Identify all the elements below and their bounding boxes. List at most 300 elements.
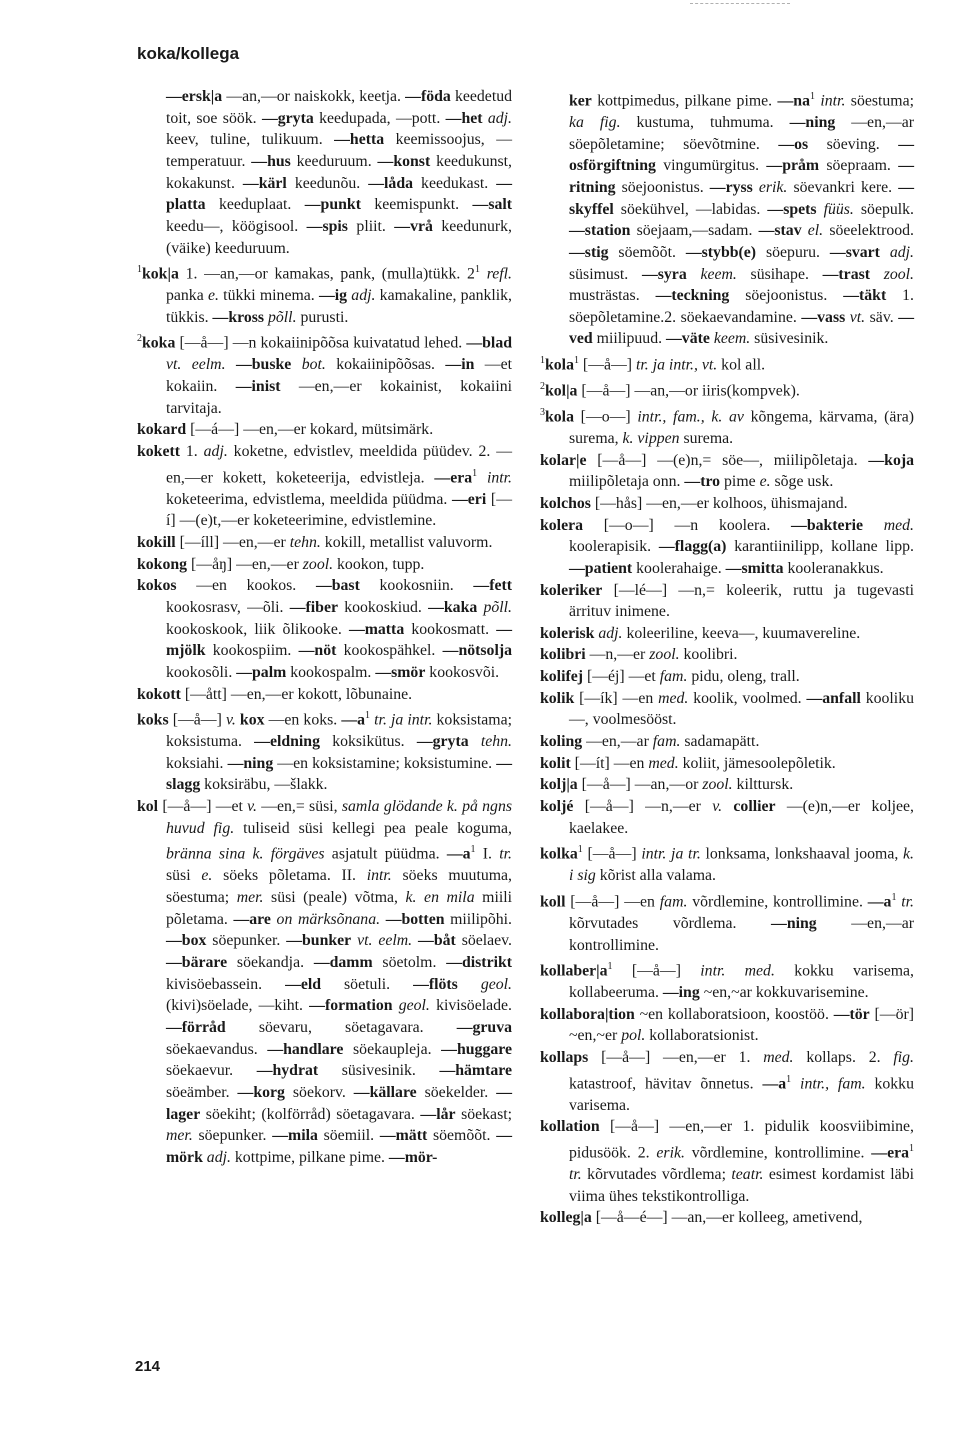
definition-text: söetolm. (372, 953, 447, 971)
definition-text: kokaiinipõõsas. (325, 356, 446, 374)
definition-text: söeelektrood. (823, 222, 914, 240)
dictionary-entry (540, 644, 914, 666)
headword: —ryss (709, 178, 753, 196)
definition-text: [—ít] —en (570, 754, 649, 772)
definition-text: [—hås] —en,—er kolhoos, ühismajand. (590, 494, 848, 512)
headword: —smitta (725, 559, 784, 577)
dictionary-entry (137, 328, 512, 419)
definition-text: sõge usk. (770, 473, 834, 491)
definition-text: kookospiim. (205, 642, 299, 660)
label-italic: põll. (264, 308, 297, 326)
headword: —nötsolja (442, 642, 512, 660)
definition-text: esimest kordamist läbi viima ühes tekstikontrolliga. (569, 1165, 914, 1205)
definition-text: keedupada, —pott. (313, 109, 446, 127)
definition-text: söekaevur. (166, 1062, 257, 1080)
headword: —lår (420, 1105, 456, 1123)
headword: —a (762, 1075, 787, 1092)
running-head: koka/kollega (137, 44, 240, 63)
headword: —era (871, 1144, 909, 1162)
definition-text: koliit, jämesoolepõletik. (678, 754, 836, 772)
headword: —formation (309, 997, 393, 1015)
headword: —nöt (298, 642, 337, 660)
definition-text: 1. —an,—or kamakas, pank, (mulla)tükk. 2 (178, 265, 475, 283)
dictionary-entry (540, 796, 914, 839)
headword: —ning (227, 754, 274, 772)
dictionary-entry (137, 554, 512, 576)
label-italic: v. (712, 798, 723, 816)
headword: kollaps (540, 1049, 589, 1067)
homograph-number: 1 (472, 467, 478, 479)
definition-text: söekühvel, —labidas. (613, 200, 768, 218)
label-italic: põll. (477, 598, 512, 616)
label-italic: tr. (499, 845, 512, 863)
definition-text: koolibri. (679, 646, 738, 664)
headword: collier (733, 798, 776, 816)
dictionary-entry (540, 731, 914, 753)
headword: —platta (166, 174, 513, 214)
label-italic: intr. ja tr. (641, 845, 701, 863)
label-italic: tehn. (289, 533, 321, 551)
dictionary-entry (540, 376, 914, 402)
definition-text: kivisöebassein. (166, 975, 286, 993)
label-italic: erik. (752, 178, 788, 196)
headword: —a (341, 711, 366, 729)
dictionary-entry (540, 1116, 914, 1207)
headword: —förråd (166, 1018, 226, 1036)
headword: kolibri (540, 646, 586, 664)
headword: —lager (166, 1083, 512, 1123)
definition-text: surema. (679, 429, 734, 447)
dictionary-entry (540, 350, 914, 376)
dictionary-entry (540, 753, 914, 775)
left-column (137, 86, 512, 1168)
dictionary-entry (137, 86, 512, 259)
headword: kolit (540, 754, 571, 772)
definition-text: söemõõt. (427, 1127, 497, 1145)
label-italic: adj. (202, 1148, 231, 1166)
headword: —a (446, 845, 471, 863)
headword: kokill (137, 533, 176, 551)
headword: —ritning (569, 157, 914, 196)
label-italic: e. (207, 287, 219, 305)
label-italic: tr. (569, 1165, 582, 1183)
definition-text: keeduplaat. (205, 196, 305, 214)
definition-text: söevankri kere. (787, 178, 899, 196)
headword: —bast (315, 577, 360, 595)
headword: —handlare (267, 1040, 344, 1058)
scan-artifact-line (690, 3, 790, 6)
dictionary-entry (137, 684, 512, 706)
definition-text: kooliku—, voolmesööst. (569, 689, 914, 729)
right-column (540, 86, 914, 1229)
definition-text: [—å—] (582, 845, 642, 863)
label-italic: refl. (479, 265, 512, 283)
definition-text: [—å—] —en (565, 893, 660, 911)
dictionary-entry (137, 419, 512, 441)
dictionary-entry (540, 774, 914, 796)
headword: —ning (789, 113, 836, 131)
definition-text: [—o—] —n koolera. (583, 516, 792, 534)
headword: —gruva (456, 1018, 512, 1036)
headword: kolchos (540, 494, 591, 512)
label-italic: geol. (457, 975, 512, 993)
headword: kok|a (142, 265, 179, 283)
definition-text: keedu—, köögisool. (166, 217, 307, 235)
headword: —syra (641, 265, 687, 283)
definition-text: panka (166, 287, 208, 305)
dictionary-entry (137, 796, 512, 1168)
label-italic: med. (763, 1049, 794, 1067)
headword: —vrå (394, 217, 433, 235)
definition-text: söeks põletama. II. (212, 867, 367, 885)
headword: —het (445, 109, 483, 127)
definition-text: koksikütus. (319, 733, 417, 751)
homograph-number: 1 (470, 844, 476, 856)
definition-text: [—éj] —et (583, 668, 660, 686)
definition-text: koketeerima, edvistlema, meeldida püüdma. (166, 490, 452, 508)
definition-text: keedukast. (413, 174, 497, 192)
headword: kokard (137, 421, 187, 439)
headword: —väte (666, 330, 710, 348)
headword: —skyffel (569, 178, 914, 218)
definition-text: [—å—] —en,—er 1. pidulik koosviibimine, pidusöök. 2. (569, 1118, 914, 1162)
label-italic: v. (225, 711, 236, 729)
homograph-number: 2 (137, 333, 142, 345)
headword: —spis (306, 217, 348, 235)
headword: kox (239, 711, 265, 729)
headword: —tör (833, 1005, 870, 1023)
label-italic: keem. (686, 265, 737, 283)
definition-text: söepunker. (206, 932, 287, 950)
headword: —botten (385, 910, 445, 928)
definition-text: [—å—] —en,—er 1. (588, 1049, 764, 1067)
definition-text: keedunõu. (286, 174, 369, 192)
definition-text: [—å—] —n,—er (573, 798, 713, 816)
definition-text: musträstas. (569, 287, 656, 305)
headword: —mör- (388, 1148, 438, 1166)
headword: —korg (237, 1083, 285, 1101)
headword: kolka (540, 845, 578, 863)
label-italic: intr. (366, 867, 392, 885)
headword: kokong (137, 555, 188, 573)
definition-text: võrdlemine, kontrollimine. (687, 893, 868, 911)
headword: —a (867, 893, 892, 911)
headword: —smör (375, 663, 426, 681)
definition-text: söejoonistus. (615, 178, 710, 196)
definition-text: [—lé—] —n,= koleerik, ruttu ja tugevasti ärrituv inimene. (569, 581, 914, 621)
definition-text: —en,—ar kontrollimine. (569, 914, 914, 954)
headword: —palm (236, 663, 287, 681)
headword: —huggare (441, 1040, 512, 1058)
dictionary-entry (540, 1004, 914, 1047)
headword: —os (778, 135, 809, 153)
definition-text: söekorv. (284, 1083, 354, 1101)
label-italic: e. (201, 867, 213, 885)
definition-text: keemispunkt. (360, 196, 473, 214)
homograph-number: 1 (891, 891, 897, 903)
definition-text (226, 356, 236, 373)
headword: —ersk|a (166, 88, 223, 105)
definition-text: —en,—ar söepõletamine; söevõtmine. (569, 113, 914, 153)
headword: —matta (348, 620, 405, 638)
page-number: 214 (135, 1358, 161, 1375)
definition-text: miili põletama. (166, 888, 512, 928)
definition-text: söeks muutuma, söestuma; (166, 867, 512, 906)
definition-text: [—å—] —an,—or iiris(kompvek). (577, 382, 800, 400)
headword: —mörk (166, 1127, 512, 1166)
headword: —salt (472, 196, 513, 214)
headword: —slagg (166, 754, 512, 794)
label-italic: erik. (656, 1144, 685, 1162)
headword: koka (142, 334, 176, 352)
headword: —inist (235, 378, 281, 396)
definition-text: [—ått] —en,—er kokott, lõbunaine. (180, 685, 413, 703)
label-italic: med. (862, 516, 915, 534)
definition-text: kottpime, pilkane pime. (230, 1148, 389, 1166)
label-italic: intr. (477, 468, 512, 486)
definition-text: [—å—] —et (158, 798, 248, 816)
homograph-number: 1 (365, 710, 371, 722)
definition-text: söetuli. (321, 975, 414, 993)
headword: kolera (540, 516, 583, 534)
definition-text: —en kookos. (176, 577, 316, 595)
definition-text: söepraam. (819, 157, 899, 175)
definition-text: [—å—] (578, 356, 637, 374)
definition-text: koksiahi. (166, 754, 228, 772)
definition-text: koolerahaige. (632, 559, 726, 577)
definition-text: söekaevandus. (166, 1040, 268, 1058)
definition-text: kollaboratsionist. (645, 1027, 759, 1045)
definition-text: miilipuud. (592, 330, 666, 348)
headword: —konst (377, 152, 431, 170)
headword: —bärare (166, 953, 228, 971)
label-italic: adj. (203, 443, 228, 461)
headword: —eld (285, 975, 322, 993)
definition-text: kottpimedus, pilkane pime. (591, 92, 778, 110)
definition-text: koksistama; koksistuma. (166, 711, 512, 751)
definition-text: süsi (166, 867, 202, 885)
headword: —mila (272, 1127, 318, 1145)
headword: —buske (235, 356, 292, 374)
definition-text: söepuru. (756, 243, 830, 261)
definition-text: kivisöelade. (429, 997, 512, 1015)
definition-text: —n,—er (585, 646, 650, 664)
definition-text: [—å—] —an,—or (577, 776, 703, 794)
headword: kola (545, 356, 574, 374)
definition-text: kookosvõi. (425, 663, 500, 681)
definition-text: söekelder. (416, 1083, 497, 1101)
headword: kolik (540, 689, 575, 707)
definition-text: —en,—ar (582, 733, 653, 751)
definition-text: keemissoojus, —temperatuur. (166, 131, 512, 170)
headword: —låda (368, 174, 414, 192)
label-italic: intr., fam. (791, 1075, 866, 1092)
label-italic: tr. (896, 893, 915, 911)
label-italic: fam. (652, 733, 681, 751)
label-italic: samla glödande k. på ngns huvud fig. (166, 798, 512, 837)
dictionary-entry (540, 623, 914, 645)
headword: —are (233, 910, 271, 928)
headword: —spets (767, 200, 817, 218)
definition-text: kookospähkel. (336, 642, 443, 660)
definition-text: —en,—er kokainist, kokaiini tarvitaja. (166, 378, 512, 417)
label-italic: fam. (659, 668, 688, 686)
headword: —osförgiftning (569, 135, 914, 175)
label-italic: bränna sina k. förgäves (166, 845, 325, 863)
definition-text: söemõõt. (608, 243, 686, 261)
homograph-number: 1 (474, 264, 480, 276)
headword: —blad (466, 334, 512, 352)
headword: —mjölk (166, 620, 512, 660)
definition-text: süsivesinik. (318, 1062, 440, 1080)
dictionary-entry (540, 1207, 914, 1229)
definition-text: (kivi)söelade, —kiht. (166, 997, 310, 1015)
dictionary-entry (540, 580, 914, 623)
definition-text: keedukunst, kokakunst. (166, 152, 512, 192)
definition-text: kookon, tupp. (333, 555, 425, 573)
definition-text: söelaev. (455, 932, 512, 950)
definition-text: kilttursk. (732, 776, 794, 794)
definition-text: kokill, metallist valuvorm. (320, 533, 493, 551)
definition-text: keedunurk, (väike) keeduruum. (166, 217, 512, 257)
label-italic: mer. (236, 888, 264, 906)
dictionary-entry (540, 839, 914, 887)
label-italic: adj. (482, 109, 512, 127)
definition-text: säv. (865, 308, 899, 326)
dictionary-entry (540, 515, 914, 580)
definition-text: söejaam,—sadam. (630, 222, 759, 240)
headword: —kaka (428, 598, 478, 616)
definition-text: [—í] —(e)t,—er koketeerimine, edvistlemine. (166, 490, 512, 530)
headword: —gryta (261, 109, 314, 127)
definition-text: lonksama, lonkshaaval jooma, (700, 845, 904, 863)
label-italic: med. (648, 754, 679, 772)
headword: —föda (405, 88, 451, 105)
definition-text: —et kokaiin. (166, 356, 513, 396)
dictionary-entry (540, 688, 914, 731)
definition-text: söekandja. (227, 953, 314, 971)
headword: kolleg|a (540, 1209, 592, 1227)
definition-text: keev, tuline, tulikuum. (166, 131, 335, 149)
definition-text: keeduruum. (290, 152, 378, 170)
definition-text: vingumürgitus. (655, 157, 767, 175)
label-italic: k. vippen (622, 429, 680, 447)
definition-text: —en koks. (264, 711, 342, 729)
headword: kollabora|tion (540, 1005, 635, 1023)
label-italic: adj. (347, 287, 376, 305)
label-italic: intr. (814, 92, 846, 110)
headword: koleriker (540, 581, 603, 599)
definition-text: kookospalm. (286, 663, 376, 681)
homograph-number: 1 (540, 355, 545, 367)
headword: —stav (758, 222, 802, 240)
label-italic: intr., fam., k. av (637, 408, 744, 426)
definition-text: söekiht; (kolförråd) söetagavara. (200, 1105, 421, 1123)
definition-text: keedetud toit, soe söök. (166, 88, 513, 127)
definition-text: tükki minema. (218, 287, 319, 305)
headword: —vass (801, 308, 846, 326)
dictionary-entry (540, 86, 914, 350)
definition-text: kookosrasv, —õli. (166, 598, 290, 616)
headword: —kärl (242, 174, 287, 192)
dictionary-entry (540, 402, 914, 450)
definition-text: [—ík] —en (574, 689, 659, 707)
dictionary-entry (540, 493, 914, 515)
definition-text: —en,= süsi, (256, 798, 342, 816)
headword: kollaber|a (540, 962, 608, 980)
definition-text: pime (720, 473, 760, 491)
headword: —pråm (766, 157, 820, 175)
label-italic: mer. (166, 1127, 193, 1145)
definition-text: [—á—] —en,—er kokard, mütsimärk. (186, 421, 434, 439)
headword: kolj|a (540, 776, 578, 794)
headword: —ing (662, 984, 700, 1002)
definition-text: söemiil. (317, 1127, 380, 1145)
definition-text: miilipõletaja onn. (569, 473, 685, 491)
definition-text: [—å—é—] —an,—er kolleeg, ametivend, (591, 1209, 863, 1227)
headword: kollation (540, 1118, 600, 1136)
definition-text: koleeriline, keeva—, kuumavereline. (622, 624, 861, 642)
definition-text: kol all. (717, 356, 766, 374)
headword: —kross (212, 308, 265, 326)
definition-text: võrdlemine, kontrollimine. (684, 1144, 872, 1162)
headword: —täkt (843, 287, 887, 305)
definition-text: [—íll] —en,—er (175, 533, 290, 551)
headword: —tro (684, 473, 721, 491)
headword: —damm (313, 953, 373, 971)
headword: kokos (137, 577, 177, 595)
headword: —station (569, 222, 631, 240)
definition-text: kookosõli. (166, 663, 237, 681)
definition-text: söepulk. (853, 200, 915, 218)
headword: —hydrat (256, 1062, 319, 1080)
label-italic: vt. eelm. (166, 356, 226, 374)
definition-text: söekast; (455, 1105, 512, 1123)
definition-text: kooleranakkus. (783, 559, 884, 577)
label-italic: fam. (659, 893, 688, 911)
definition-text: 1. söepõletamine.2. söekaevandamine. (569, 287, 914, 326)
definition-text: —en koksistamine; koksistumine. (273, 754, 497, 772)
headword: —patient (569, 559, 633, 577)
headword: ker (569, 92, 592, 110)
headword: —in (445, 356, 475, 374)
headword: —källare (353, 1083, 417, 1101)
definition-text: söeämber. (166, 1083, 238, 1101)
homograph-number: 1 (573, 355, 579, 367)
label-italic: el. (801, 222, 824, 240)
headword: —era (434, 468, 473, 486)
label-italic: med. (658, 689, 689, 707)
homograph-number: 1 (577, 844, 583, 856)
headword: kol|a (545, 382, 578, 400)
headword: kokett (137, 443, 181, 461)
definition-text: kõrvutades võrdlema; (581, 1165, 732, 1183)
headword: —stybb(e) (685, 243, 757, 261)
definition-text: [—å—] (168, 711, 226, 729)
definition-text: koolerapisik. (569, 538, 659, 556)
label-italic: füüs. (816, 200, 854, 218)
definition-text: pliit. (347, 217, 395, 235)
label-italic: on märksõnana. (270, 910, 381, 928)
dictionary-entry (540, 450, 914, 493)
dictionary-entry (540, 887, 914, 956)
headword: kokott (137, 685, 181, 703)
label-italic: zool. (302, 555, 334, 573)
definition-text (722, 798, 733, 815)
headword: —bunker (286, 932, 352, 950)
headword: —svart (829, 243, 880, 261)
definition-text: 1. (180, 443, 204, 461)
